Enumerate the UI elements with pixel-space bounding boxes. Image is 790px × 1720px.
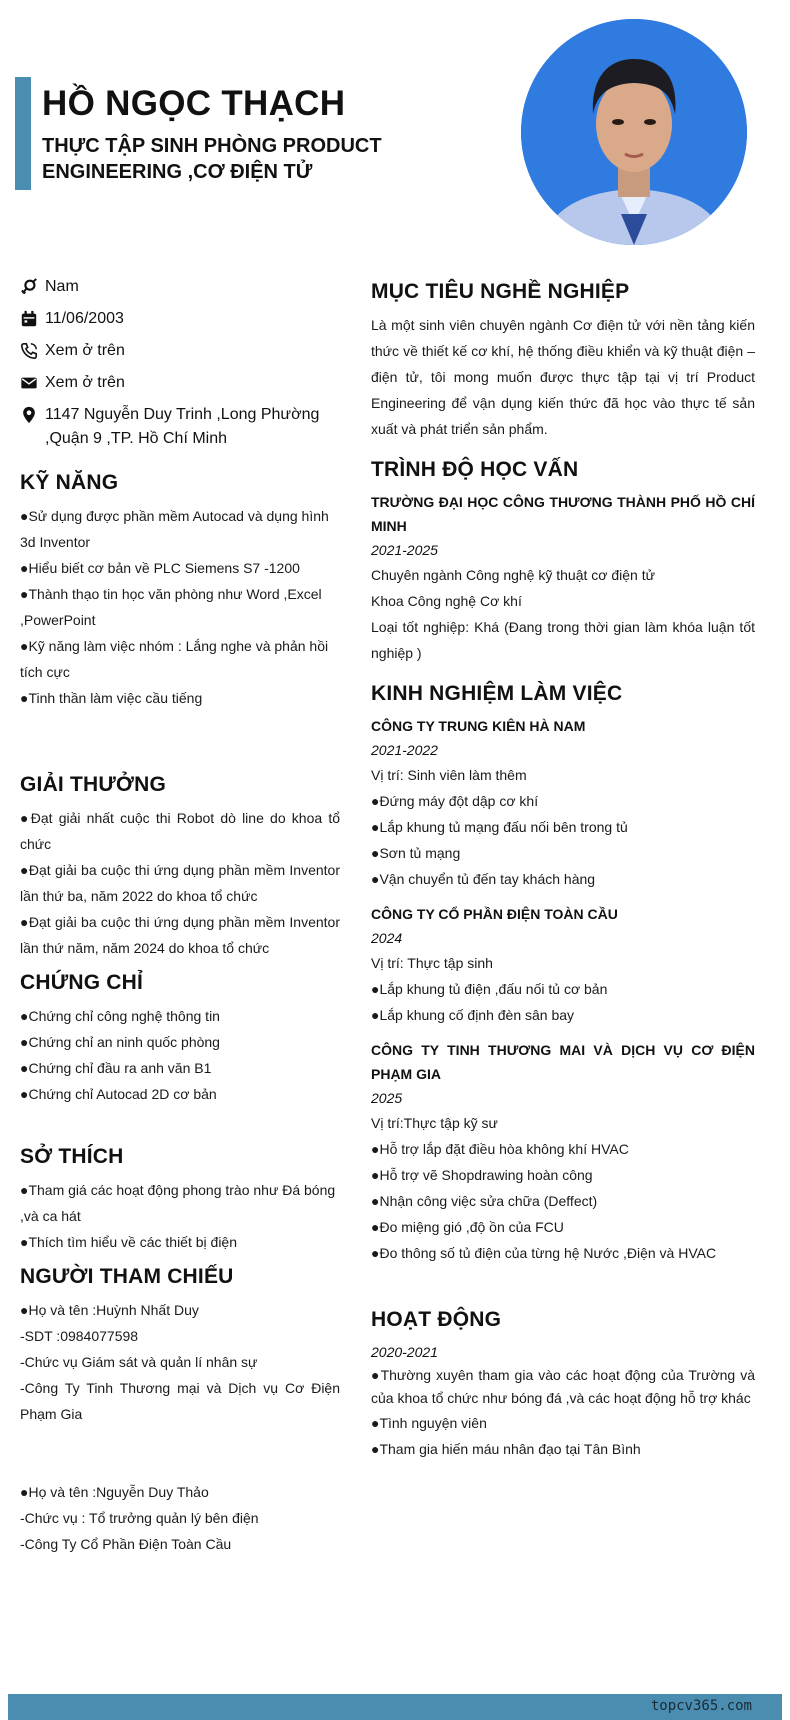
certificates-title: CHỨNG CHỈ [20, 971, 144, 994]
list-item: ●Họ và tên :Huỳnh Nhất Duy [20, 1302, 199, 1318]
job-period: 2025 [371, 1090, 403, 1106]
list-item: ●Hỗ trợ vẽ Shopdrawing hoàn công [371, 1167, 593, 1183]
job-entry [371, 902, 755, 1028]
list-item: ●Đạt giải ba cuộc thi ứng dụng phần mềm Inventor lần thứ năm, năm 2024 do khoa tổ chức [20, 914, 340, 956]
list-item: ●Đạt giải ba cuộc thi ứng dụng phần mềm Inventor lần thứ ba, năm 2022 do khoa tổ chức [20, 862, 340, 904]
list-item: ●Lắp khung cố định đèn sân bay [371, 1007, 575, 1023]
list-item: ●Đạt giải nhất cuộc thi Robot dò line do khoa tổ chức [20, 810, 340, 852]
footer-bar [8, 1694, 782, 1720]
list-item: ●Thường xuyên tham gia vào các hoạt động của Trường và của khoa tổ chức như bóng đá ,và các hoạt động hỗ trợ khác [371, 1367, 755, 1406]
list-item: ●Họ và tên :Nguyễn Duy Thảo [20, 1484, 209, 1500]
gender-icon [20, 278, 38, 296]
list-item: ●Lắp khung tủ mạng đấu nối bên trong tủ [371, 819, 628, 835]
references-title: NGƯỜI THAM CHIẾU [20, 1265, 234, 1288]
list-item: ●Thành thạo tin học văn phòng như Word ,Excel ,PowerPoint [20, 586, 322, 628]
portrait-photo [521, 19, 747, 245]
candidate-name: HỒ NGỌC THẠCH [42, 84, 346, 123]
reference-first [20, 1297, 340, 1427]
list-item: ●Chứng chỉ công nghệ thông tin [20, 1008, 220, 1024]
list-item: ●Nhận công việc sửa chữa (Deffect) [371, 1193, 598, 1209]
list-item: ●Chứng chỉ đầu ra anh văn B1 [20, 1060, 212, 1076]
list-item: ●Chứng chỉ Autocad 2D cơ bản [20, 1086, 217, 1102]
list-item: ●Tình nguyện viên [371, 1415, 487, 1431]
list-item: ●Đứng máy đột dập cơ khí [371, 793, 539, 809]
right-column [371, 280, 755, 1462]
contact-address [20, 403, 340, 451]
job-period: 2024 [371, 930, 403, 946]
job-period: 2021-2022 [371, 742, 438, 758]
objective-title: MỤC TIÊU NGHỀ NGHIỆP [371, 280, 630, 303]
job-company: CÔNG TY CỔ PHẦN ĐIỆN TOÀN CẦU [371, 906, 618, 922]
list-item: ●Hỗ trợ lắp đặt điều hòa không khí HVAC [371, 1141, 629, 1157]
list-item: -Công Ty Cổ Phần Điện Toàn Cầu [20, 1536, 232, 1552]
list-item: -SDT :0984077598 [20, 1328, 139, 1344]
birthday-value: 11/06/2003 [45, 310, 124, 327]
list-item: ●Đo thông số tủ điện của từng hệ Nước ,Điện và HVAC [371, 1245, 717, 1261]
gender-value: Nam [45, 278, 79, 295]
left-column [20, 275, 340, 1557]
email-value: Xem ở trên [45, 374, 125, 391]
contact-phone [20, 339, 340, 363]
list-item: ●Tham gia hiến máu nhân đạo tại Tân Bình [371, 1441, 641, 1457]
address-value: 1147 Nguyễn Duy Trinh ,Long Phường ,Quận 9 ,TP. Hồ Chí Minh [45, 406, 320, 447]
envelope-icon [20, 374, 38, 392]
list-item: ●Chứng chỉ an ninh quốc phòng [20, 1034, 220, 1050]
header-accent-bar [15, 77, 31, 190]
hobbies-title: SỞ THÍCH [20, 1145, 124, 1168]
job-entry [371, 714, 755, 892]
education-school: TRƯỜNG ĐẠI HỌC CÔNG THƯƠNG THÀNH PHỐ HỒ CHÍ MINH [371, 494, 755, 534]
list-item: ●Sử dụng được phần mềm Autocad và dụng hình 3d Inventor [20, 508, 329, 550]
job-company: CÔNG TY TRUNG KIÊN HÀ NAM [371, 718, 586, 734]
hobbies-list [20, 1177, 340, 1255]
awards-title: GIẢI THƯỞNG [20, 773, 167, 796]
calendar-icon [20, 310, 38, 328]
objective-text: Là một sinh viên chuyên ngành Cơ điện tử với nền tảng kiến thức về thiết kế cơ khí, hệ thống điều khiển và kỹ thuật điện – điện tử, tôi mong muốn được thực tập tại vị trí Product Engineering để vận dụng kiến thức đã học vào thực tế sản xuất và phát triển sản phẩm. [371, 317, 755, 437]
experience-title: KINH NGHIỆM LÀM VIỆC [371, 682, 623, 705]
avatar [521, 19, 747, 245]
contact-birthday [20, 307, 340, 331]
education-period: 2021-2025 [371, 542, 438, 558]
list-item: ●Kỹ năng làm việc nhóm : Lắng nghe và phản hồi tích cực [20, 638, 329, 680]
job-position: Vị trí: Thực tập sinh [371, 955, 493, 971]
phone-icon [20, 342, 38, 360]
job-position: Vị trí: Sinh viên làm thêm [371, 767, 527, 783]
location-pin-icon [20, 406, 38, 424]
list-item: ●Vận chuyển tủ đến tay khách hàng [371, 871, 596, 887]
education-grade: Loại tốt nghiệp: Khá (Đang trong thời gian làm khóa luận tốt nghiệp ) [371, 619, 755, 661]
list-item: -Công Ty Tinh Thương mại và Dịch vụ Cơ Điện Phạm Gia [20, 1380, 340, 1422]
list-item: ●Hiểu biết cơ bản về PLC Siemens S7 -1200 [20, 560, 300, 576]
education-major: Chuyên ngành Công nghệ kỹ thuật cơ điện tử [371, 567, 655, 583]
education-faculty: Khoa Công nghệ Cơ khí [371, 593, 522, 609]
activities-title: HOẠT ĐỘNG [371, 1308, 502, 1331]
list-item: ●Thích tìm hiểu về các thiết bị điện [20, 1234, 238, 1250]
job-entry [371, 1038, 755, 1266]
activities-period: 2020-2021 [371, 1344, 438, 1360]
skills-list [20, 503, 340, 711]
contact-gender [20, 275, 340, 299]
list-item: ●Sơn tủ mạng [371, 845, 461, 861]
certificates-list [20, 1003, 340, 1107]
candidate-title: THỰC TẬP SINH PHÒNG PRODUCT ENGINEERING ,CƠ ĐIỆN TỬ [42, 135, 382, 183]
list-item: ●Tham giá các hoạt động phong trào như Đá bóng ,và ca hát [20, 1182, 336, 1224]
list-item: ●Đo miệng gió ,độ ồn của FCU [371, 1219, 564, 1235]
reference-second [20, 1479, 340, 1557]
list-item: -Chức vụ Giám sát và quản lí nhân sự [20, 1354, 258, 1370]
list-item: ●Tinh thần làm việc cầu tiếng [20, 690, 203, 706]
job-company: CÔNG TY TINH THƯƠNG MAI VÀ DỊCH VỤ CƠ ĐIỆN PHẠM GIA [371, 1042, 755, 1082]
awards-list [20, 805, 340, 961]
footer-watermark: topcv365.com [650, 1698, 752, 1714]
list-item: -Chức vụ : Tổ trưởng quản lý bên điện [20, 1510, 259, 1526]
phone-value: Xem ở trên [45, 342, 125, 359]
contact-email [20, 371, 340, 395]
education-title: TRÌNH ĐỘ HỌC VẤN [371, 458, 579, 481]
job-position: Vị trí:Thực tập kỹ sư [371, 1115, 498, 1131]
list-item: ●Lắp khung tủ điện ,đấu nối tủ cơ bản [371, 981, 608, 997]
skills-title: KỸ NĂNG [20, 471, 119, 494]
